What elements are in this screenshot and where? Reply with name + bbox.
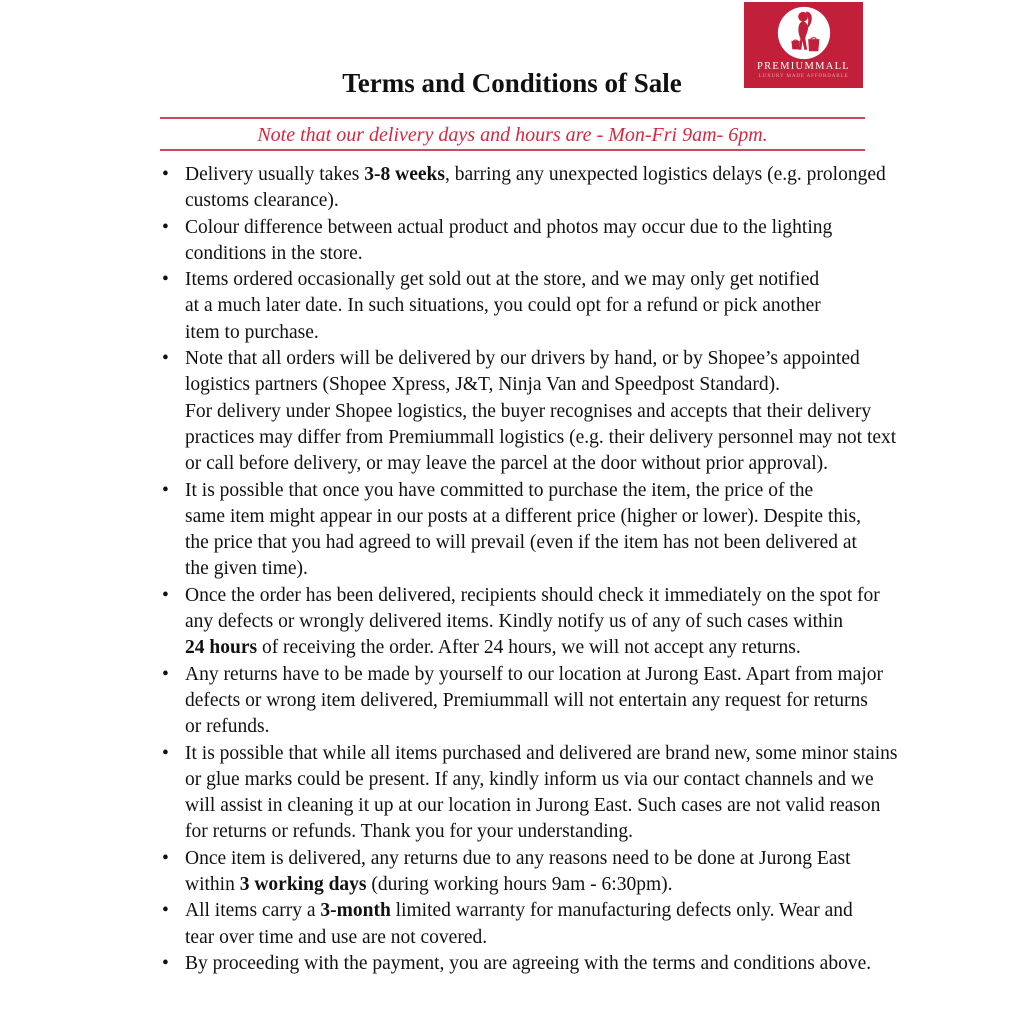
term-line: for returns or refunds. Thank you for your understanding.: [185, 821, 634, 843]
term-line: logistics partners (Shopee Xpress, J&T, Ninja Van and Speedpost Standard).: [185, 374, 781, 396]
term-line: or glue marks could be present. If any, kindly inform us via our contact channels and we: [185, 768, 874, 790]
term-line: • Note that all orders will be delivered by our drivers by hand, or by Shopee’s appointed: [185, 348, 860, 370]
term-line: • It is possible that while all items purchased and delivered are brand new, some minor stains: [185, 742, 898, 764]
term-item: [160, 951, 900, 977]
term-line: • All items carry a 3-month limited warranty for manufacturing defects only. Wear and: [185, 900, 853, 922]
term-item: [160, 846, 900, 899]
terms-list: [160, 162, 900, 977]
term-line: tear over time and use are not covered.: [185, 926, 488, 948]
term-line: same item might appear in our posts at a different price (higher or lower). Despite this,: [185, 505, 861, 527]
term-line: • Any returns have to be made by yourself to our location at Jurong East. Apart from major: [185, 663, 884, 685]
term-line: • It is possible that once you have committed to purchase the item, the price of the: [185, 479, 814, 501]
term-line: • Items ordered occasionally get sold out at the store, and we may only get notified: [185, 269, 820, 291]
term-item: [160, 583, 900, 662]
logo-brand-name: PREMIUMMALL: [756, 61, 851, 72]
term-line: • By proceeding with the payment, you are agreeing with the terms and conditions above.: [185, 952, 872, 974]
term-line: any defects or wrongly delivered items. Kindly notify us of any of such cases within: [185, 611, 843, 633]
term-line: For delivery under Shopee logistics, the buyer recognises and accepts that their delivery: [185, 400, 872, 422]
term-line: at a much later date. In such situations, you could opt for a refund or pick another: [185, 295, 821, 317]
term-line: • Once the order has been delivered, recipients should check it immediately on the spot for: [185, 584, 880, 606]
term-line: customs clearance).: [185, 190, 339, 212]
term-item: [160, 346, 900, 477]
term-line: defects or wrong item delivered, Premiummall will not entertain any request for returns: [185, 689, 868, 711]
term-line: or refunds.: [185, 716, 270, 738]
term-line: within 3 working days (during working hours 9am - 6:30pm).: [185, 874, 673, 896]
logo-tagline: LUXURY MADE AFFORDABLE: [758, 74, 849, 79]
term-item: [160, 898, 900, 951]
term-line: the price that you had agreed to will prevail (even if the item has not been delivered at: [185, 532, 857, 554]
note-divider-bottom: [160, 149, 865, 151]
term-line: the given time).: [185, 558, 308, 580]
term-line: • Colour difference between actual product and photos may occur due to the lighting: [185, 216, 833, 238]
page-title: Terms and Conditions of Sale: [342, 68, 682, 98]
term-line: or call before delivery, or may leave the parcel at the door without prior approval).: [185, 453, 829, 475]
term-item: [160, 215, 900, 268]
term-line: will assist in cleaning it up at our location in Jurong East. Such cases are not valid reason: [185, 795, 881, 817]
delivery-note: Note that our delivery days and hours are - Mon-Fri 9am- 6pm.: [257, 124, 768, 146]
note-divider-top: [160, 117, 865, 119]
term-item: [160, 478, 900, 583]
term-line: • Delivery usually takes 3-8 weeks, barring any unexpected logistics delays (e.g. prolonged: [185, 164, 886, 185]
term-item: [160, 741, 900, 846]
term-line: practices may differ from Premiummall logistics (e.g. their delivery personnel may not text: [185, 426, 897, 448]
term-item: [160, 162, 900, 215]
term-line: item to purchase.: [185, 321, 319, 343]
term-line: • Once item is delivered, any returns due to any reasons need to be done at Jurong East: [185, 847, 851, 869]
woman-shopper-icon: [776, 5, 832, 61]
term-line: 24 hours of receiving the order. After 24 hours, we will not accept any returns.: [185, 637, 801, 659]
term-item: [160, 662, 900, 741]
term-line: conditions in the store.: [185, 242, 363, 264]
term-item: [160, 267, 900, 346]
